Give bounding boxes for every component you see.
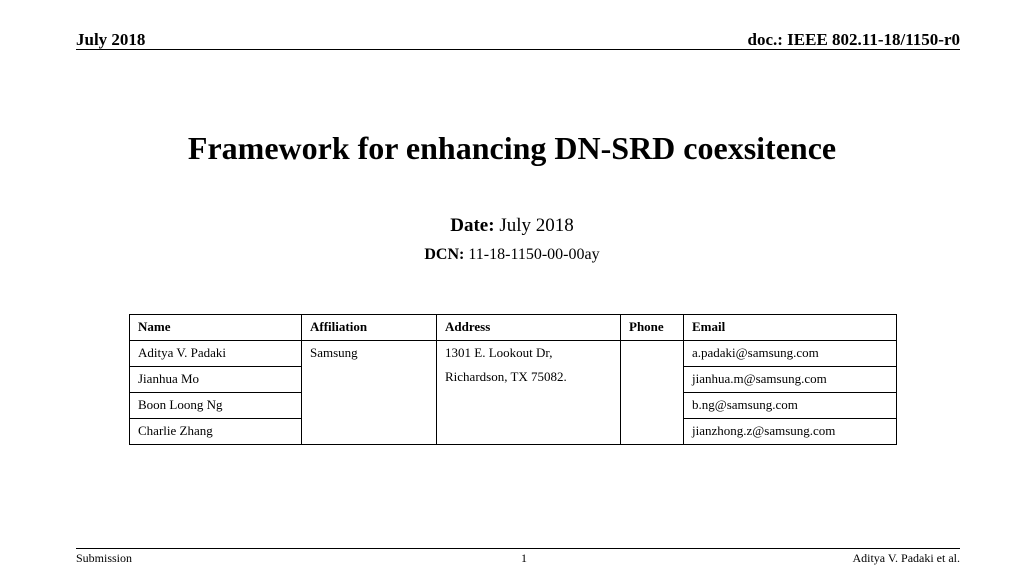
dcn-value: 11-18-1150-00-00ay — [468, 246, 600, 263]
header-email: Email — [684, 315, 897, 341]
header-date: July 2018 — [76, 30, 146, 49]
header-doc-id: doc.: IEEE 802.11-18/1150-r0 — [747, 30, 960, 49]
address-line-2: Richardson, TX 75082. — [445, 369, 567, 384]
address-cell — [437, 341, 621, 445]
footer-page-number: 1 — [521, 551, 527, 565]
author-email: jianzhong.z@samsung.com — [684, 419, 897, 445]
author-email: jianhua.m@samsung.com — [684, 367, 897, 393]
authors-table — [129, 314, 897, 445]
header-phone: Phone — [621, 315, 684, 341]
slide-title: Framework for enhancing DN-SRD coexsitence — [187, 130, 837, 166]
header-address: Address — [437, 315, 621, 341]
address-line-1: 1301 E. Lookout Dr, — [445, 345, 553, 360]
footer-rule — [76, 548, 960, 549]
table-row — [130, 341, 897, 367]
phone-cell — [621, 341, 684, 445]
author-name: Jianhua Mo — [130, 367, 302, 393]
affiliation-cell: Samsung — [302, 341, 437, 445]
header-rule — [76, 49, 960, 50]
dcn-label: DCN: — [424, 246, 465, 263]
footer-author: Aditya V. Padaki et al. — [852, 551, 960, 565]
header-name: Name — [130, 315, 302, 341]
author-email: b.ng@samsung.com — [684, 393, 897, 419]
author-name: Boon Loong Ng — [130, 393, 302, 419]
date-value: July 2018 — [499, 215, 574, 236]
dcn-line — [0, 245, 1024, 265]
header-affiliation: Affiliation — [302, 315, 437, 341]
author-name: Aditya V. Padaki — [130, 341, 302, 367]
author-name: Charlie Zhang — [130, 419, 302, 445]
date-line — [0, 214, 1024, 238]
footer-submission: Submission — [76, 551, 133, 565]
author-email: a.padaki@samsung.com — [684, 341, 897, 367]
date-label: Date: — [450, 215, 495, 236]
table-header-row — [130, 315, 897, 341]
